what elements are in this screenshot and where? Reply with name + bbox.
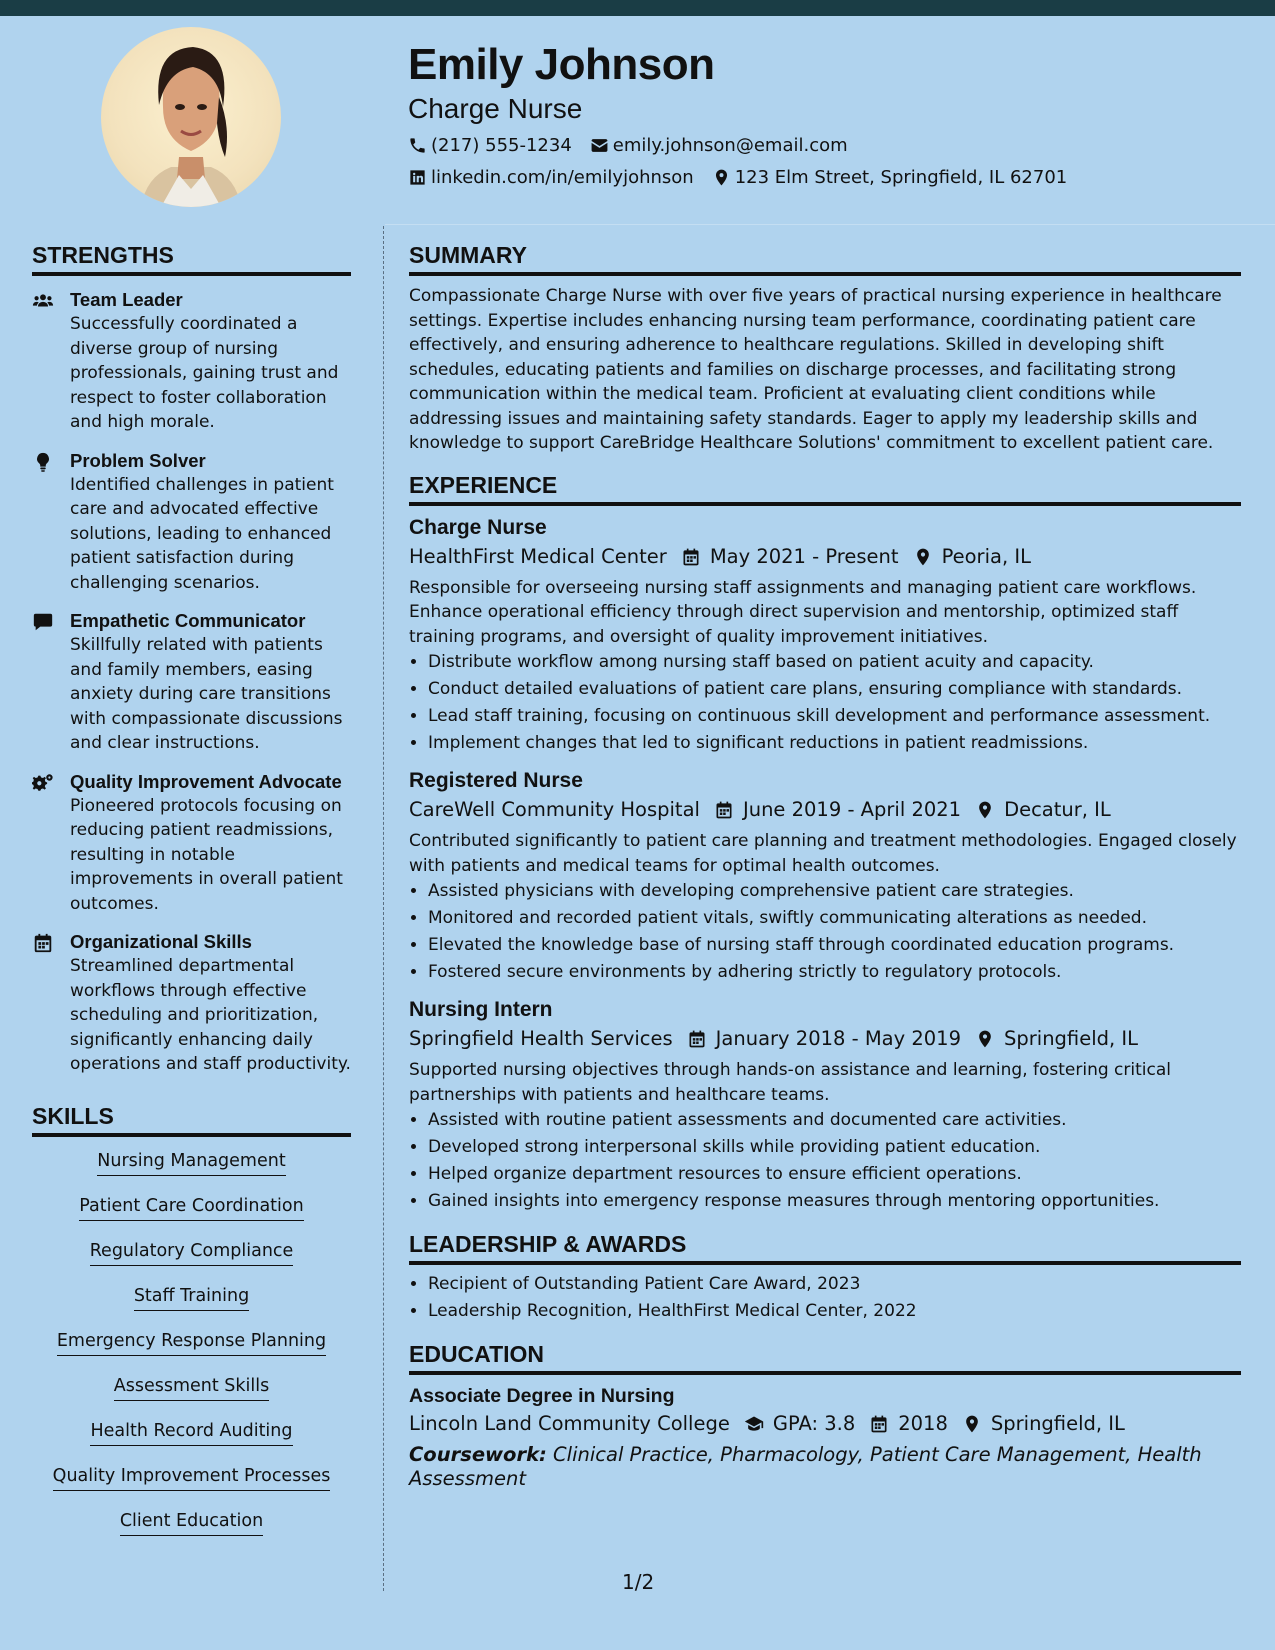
coursework-text: Clinical Practice, Pharmacology, Patient Care Management, Health Assessment [409,1443,1202,1490]
education-meta [409,1409,1241,1439]
comment-icon [32,611,56,635]
calendar-icon [681,547,701,567]
strength-item [32,609,351,756]
award-item: • Recipient of Outstanding Patient Care Award, 2023 [428,1271,1241,1298]
skill-item: Patient Care Coordination [32,1194,351,1239]
job-bullet: • Lead staff training, focusing on continuous skill development and performance assessment. [428,703,1241,730]
coursework-label: Coursework: [409,1443,547,1466]
job-dates: June 2019 - April 2021 [742,798,962,821]
map-pin-icon [975,800,995,820]
map-pin-icon [913,547,933,567]
address-text: 123 Elm Street, Springfield, IL 62701 [734,167,1068,188]
strength-description: Successfully coordinated a diverse group of nursing professionals, gaining trust and respect to foster collaboration and high morale. [70,314,339,432]
calendar-icon [714,800,734,820]
awards-list [409,1271,1241,1325]
job-location: Peoria, IL [941,544,1031,568]
job-bullet: • Monitored and recorded patient vitals, swiftly communicating alterations as needed. [428,905,1241,932]
strength-title: Quality Improvement Advocate [70,770,342,792]
job-dates: May 2021 - Present [709,544,899,568]
graduation-year: 2018 [898,1412,948,1435]
linkedin-text: linkedin.com/in/emilyjohnson [431,167,694,188]
job-company: HealthFirst Medical Center [409,544,667,568]
job-entry [409,767,1241,986]
job-bullet: • Conduct detailed evaluations of patient care plans, ensuring compliance with standards. [428,676,1241,703]
skills-list [32,1149,351,1554]
strength-title: Organizational Skills [70,931,252,952]
strength-description: Streamlined departmental workflows through effective scheduling and prioritization, significantly enhancing daily operations and staff productivity. [70,956,351,1074]
education-section [409,1341,1241,1491]
job-bullet: • Assisted with routine patient assessments and documented care activities. [428,1107,1241,1134]
job-company: Springfield Health Services [409,1027,673,1050]
strength-description: Identified challenges in patient care and advocated effective solutions, leading to enhanced patient satisfaction during challenging scenarios. [70,474,334,593]
contact-address [712,167,1068,188]
job-meta [409,795,1241,825]
contact-email[interactable] [590,135,848,156]
strength-item [32,930,351,1077]
email-text: emily.johnson@email.com [612,135,848,156]
job-description: Contributed significantly to patient care planning and treatment methodologies. Engaged closely with patients and medical teams for optimal health outcomes. [409,831,1237,876]
header-divider [385,224,1275,225]
job-bullets [409,649,1241,757]
phone-text: (217) 555-1234 [431,135,572,156]
award-item: • Leadership Recognition, HealthFirst Medical Center, 2022 [428,1298,1241,1325]
profile-photo [101,27,281,207]
job-entry [409,996,1241,1215]
calendar-icon [32,932,56,956]
job-entry [409,514,1241,758]
strength-title: Team Leader [70,289,183,310]
summary-heading: SUMMARY [409,242,1241,276]
graduation-cap-icon [744,1414,764,1434]
skill-item: Health Record Auditing [32,1419,351,1464]
skill-item: Nursing Management [32,1149,351,1194]
job-dates: January 2018 - May 2019 [715,1027,961,1050]
left-column [32,242,351,1554]
job-bullets [409,1107,1241,1215]
school-name: Lincoln Land Community College [409,1412,730,1435]
calendar-icon [687,1029,707,1049]
lightbulb-icon [32,451,56,475]
strength-title: Empathetic Communicator [70,610,306,631]
awards-heading: LEADERSHIP & AWARDS [409,1231,1241,1265]
strength-title: Problem Solver [70,449,206,471]
map-pin-icon [712,168,731,187]
column-divider [383,226,384,1591]
job-description: Responsible for overseeing nursing staff assignments and managing patient care workflows. Enhance operational efficiency through direct supervision and mentorship, optimized staff training programs, and oversight of quality improvement initiatives. [409,577,1197,647]
job-description: Supported nursing objectives through hands-on assistance and learning, fostering critical partnerships with patients and healthcare teams. [409,1060,1171,1105]
degree-title: Associate Degree in Nursing [409,1385,675,1407]
job-bullet: • Fostered secure environments by adhering strictly to regulatory protocols. [428,959,1241,986]
job-meta [409,542,1241,572]
linkedin-icon [408,168,427,187]
contact-row-2 [408,167,1085,188]
coursework [409,1443,1241,1491]
map-pin-icon [975,1029,995,1049]
job-location: Decatur, IL [1004,798,1111,821]
skill-item: Quality Improvement Processes [32,1464,351,1509]
job-bullets [409,878,1241,986]
skill-item: Assessment Skills [32,1374,351,1419]
job-company: CareWell Community Hospital [409,798,700,821]
map-pin-icon [962,1414,982,1434]
envelope-icon [590,136,609,155]
summary-text: Compassionate Charge Nurse with over five years of practical nursing experience in healthcare settings. Expertise includes enhancing nursing team performance, coordinating patient care effectively, and ensuring adherence to healthcare regulations. Skilled in developing shift schedules, educating patients and families on discharge processes, and facilitating strong communication within the medical team. Proficient at evaluating client conditions while addressing issues and maintaining safety standards. Eager to apply my leadership skills and knowledge to support CareBridge Healthcare Solutions' commitment to excellent patient care. [409,286,1222,453]
job-location: Springfield, IL [1004,1027,1139,1050]
contact-row-1 [408,135,866,156]
phone-icon [408,136,427,155]
strength-item [32,288,351,435]
job-title: Registered Nurse [409,769,583,792]
job-bullet: • Implement changes that led to significant reductions in patient readmissions. [428,730,1241,757]
strength-description: Skillfully related with patients and family members, easing anxiety during care transitions with compassionate discussions and clear instructions. [70,635,343,753]
strength-description: Pioneered protocols focusing on reducing patient readmissions, resulting in notable improvements in overall patient outcomes. [70,795,343,914]
contact-phone[interactable] [408,135,572,156]
candidate-name: Emily Johnson [408,40,715,89]
job-title: Nursing Intern [409,998,553,1021]
contact-linkedin[interactable] [408,167,694,188]
calendar-icon [869,1414,889,1434]
top-bar [0,0,1275,16]
candidate-role: Charge Nurse [408,93,583,124]
experience-section [409,472,1241,1216]
gears-icon [32,772,56,796]
job-bullet: • Developed strong interpersonal skills while providing patient education. [428,1134,1241,1161]
skill-item: Client Education [32,1509,351,1554]
strength-item [32,449,351,596]
job-bullet: • Gained insights into emergency response measures through mentoring opportunities. [428,1188,1241,1215]
page-number: 1/2 [622,1570,655,1594]
skill-item: Emergency Response Planning [32,1329,351,1374]
education-heading: EDUCATION [409,1341,1241,1375]
gpa: GPA: 3.8 [772,1412,856,1435]
skill-item: Regulatory Compliance [32,1239,351,1284]
job-bullet: • Helped organize department resources to ensure efficient operations. [428,1161,1241,1188]
skill-item: Staff Training [32,1284,351,1329]
experience-heading: EXPERIENCE [409,472,1241,506]
job-title: Charge Nurse [409,515,547,539]
school-location: Springfield, IL [990,1412,1125,1435]
strengths-heading: STRENGTHS [32,242,351,276]
strength-item [32,770,351,917]
job-bullet: • Elevated the knowledge base of nursing staff through coordinated education programs. [428,932,1241,959]
right-column [409,242,1241,1491]
awards-section [409,1231,1241,1325]
job-bullet: • Distribute workflow among nursing staff based on patient acuity and capacity. [428,649,1241,676]
job-bullet: • Assisted physicians with developing comprehensive patient care strategies. [428,878,1241,905]
skills-heading: SKILLS [32,1103,351,1137]
job-meta [409,1024,1241,1054]
users-icon [32,290,56,314]
